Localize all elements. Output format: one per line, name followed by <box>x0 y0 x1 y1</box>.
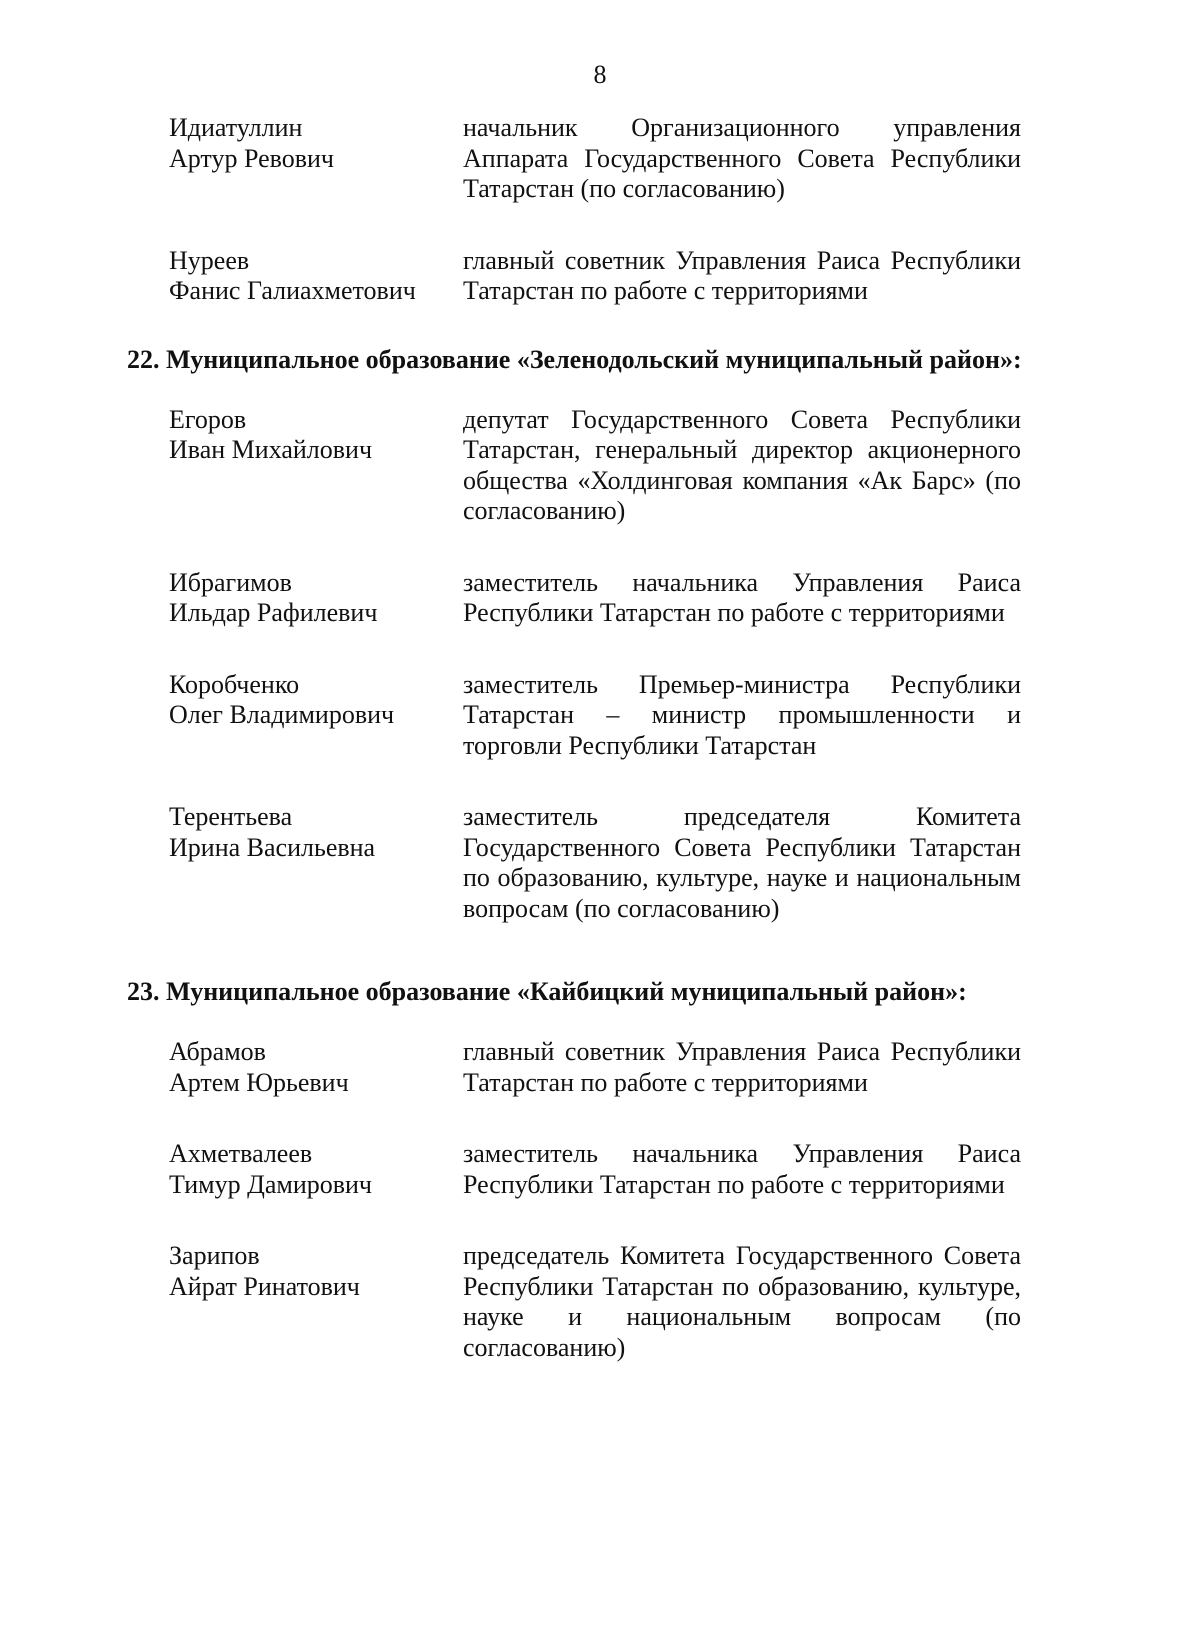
member-position: заместитель Премьер-министра Республики Татарстан – министр промышленности и торговли Республики Татарстан <box>463 669 1021 760</box>
member-name <box>127 670 463 762</box>
member-position: председатель Комитета Государственного Совета Республики Татарстан по образованию, культуре, науке и национальным вопросам (по согласованию) <box>463 1241 1021 1362</box>
member-given-names: Ирина Васильевна <box>169 832 376 862</box>
member-surname: Нуреев <box>169 245 250 275</box>
member-name <box>127 568 463 629</box>
member-surname: Идиатуллин <box>169 113 303 142</box>
member-name <box>127 405 463 527</box>
member-name <box>127 1241 463 1363</box>
member-position: главный советник Управления Раиса Республики Татарстан по работе с территориями <box>463 245 1021 305</box>
member-entry <box>127 1241 1092 1363</box>
member-entry <box>127 113 1092 205</box>
member-surname: Коробченко <box>169 669 300 699</box>
member-position: заместитель начальника Управления Раиса Республики Татарстан по работе с территориями <box>463 1139 1021 1199</box>
member-position: заместитель председателя Комитета Государственного Совета Республики Татарстан по образованию, культуре, науке и национальным вопросам (по согласованию) <box>463 802 1021 923</box>
member-name <box>127 246 463 307</box>
member-surname: Ахметвалеев <box>169 1139 313 1168</box>
member-surname: Абрамов <box>169 1037 266 1066</box>
member-given-names: Айрат Ринатович <box>169 1271 360 1301</box>
member-list <box>127 113 1092 1363</box>
member-surname: Зарипов <box>169 1241 260 1270</box>
member-surname: Егоров <box>169 404 247 434</box>
member-name <box>127 1037 463 1098</box>
member-surname: Ибрагимов <box>169 567 292 597</box>
member-entry <box>127 670 1092 762</box>
section-heading: 22. Муниципальное образование «Зеленодольский муниципальный район»: <box>127 344 1022 374</box>
member-entry <box>127 1139 1092 1200</box>
member-entry <box>127 802 1092 924</box>
member-given-names: Артур Ревович <box>169 143 334 173</box>
section-continuation <box>127 113 1092 307</box>
member-position: депутат Государственного Совета Республики Татарстан, генеральный директор акционерного общества «Холдинговая компания «Ак Барс» (по согласованию) <box>463 404 1021 525</box>
member-name <box>127 1139 463 1200</box>
member-surname: Терентьева <box>169 802 293 831</box>
section-kaybitsy <box>127 976 1092 1363</box>
member-name <box>127 113 463 205</box>
member-position: начальник Организационного управления Аппарата Государственного Совета Республики Татарстан (по согласованию) <box>463 113 1021 203</box>
member-given-names: Ильдар Рафилевич <box>169 598 378 627</box>
member-name <box>127 802 463 924</box>
member-position: главный советник Управления Раиса Республики Татарстан по работе с территориями <box>463 1037 1021 1097</box>
page-number: 8 <box>593 60 607 89</box>
member-position: заместитель начальника Управления Раиса Республики Татарстан по работе с территориями <box>463 567 1021 627</box>
section-heading: 23. Муниципальное образование «Кайбицкий муниципальный район»: <box>127 977 967 1006</box>
member-given-names: Артем Юрьевич <box>169 1067 349 1097</box>
member-entry <box>127 246 1092 307</box>
member-entry <box>127 1037 1092 1098</box>
member-given-names: Фанис Галиахметович <box>169 276 416 305</box>
member-entry <box>127 568 1092 629</box>
member-given-names: Олег Владимирович <box>169 700 395 729</box>
section-zelenodolsk <box>127 344 1092 925</box>
member-entry <box>127 405 1092 527</box>
member-given-names: Иван Михайлович <box>169 435 373 464</box>
member-given-names: Тимур Дамирович <box>169 1169 373 1199</box>
